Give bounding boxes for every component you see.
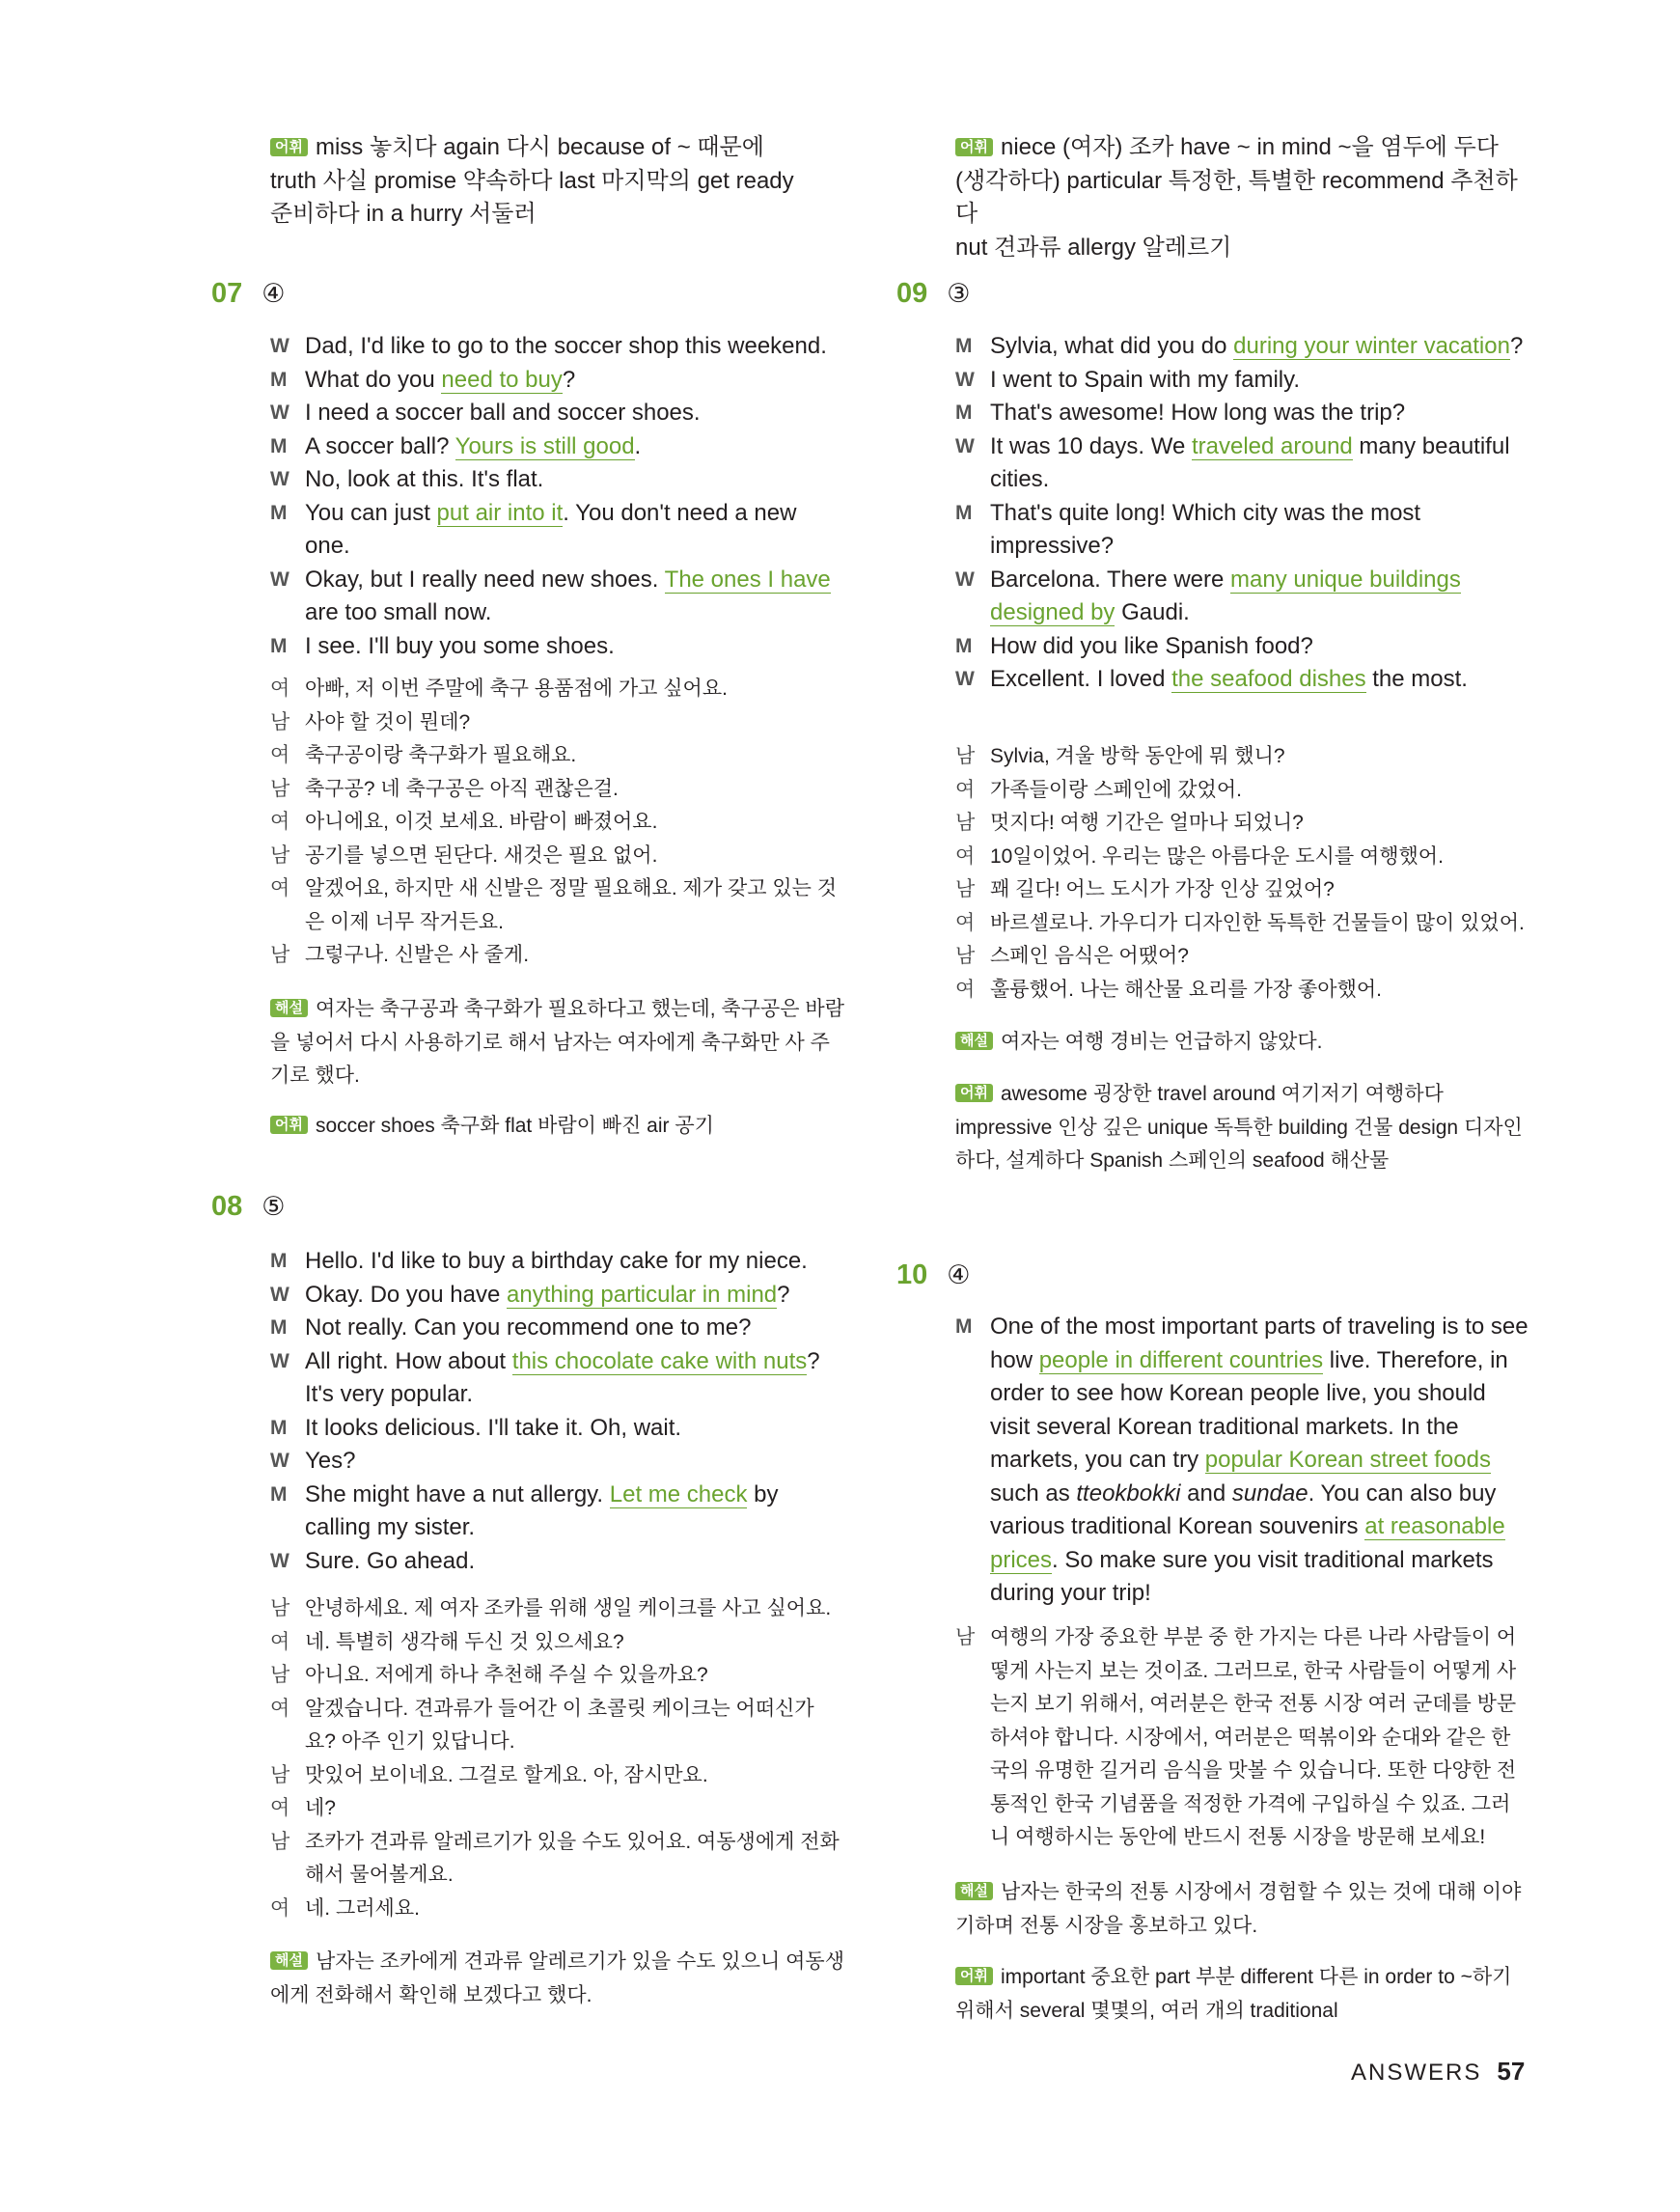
answer-blank: Let me check — [609, 1480, 748, 1507]
speaker-label: W — [270, 335, 289, 357]
answer-blank: this chocolate cake with nuts — [511, 1347, 808, 1374]
translation-line — [270, 773, 844, 807]
vocab-text: soccer shoes 축구화 flat 바람이 빠진 air 공기 — [315, 1115, 714, 1137]
dialogue-text: Okay. Do you have — [305, 1281, 507, 1308]
translation-line — [955, 907, 1529, 941]
speaker-label: M — [955, 501, 973, 524]
translation-text: 알겠습니다. 견과류가 들어간 이 초콜릿 케이크는 어떠신가요? 아주 인기 있답니다. — [305, 1697, 814, 1753]
dialogue-line — [955, 397, 1529, 430]
speaker-label: W — [955, 434, 975, 457]
dialogue-line — [270, 430, 844, 464]
speaker-label: 남 — [955, 812, 976, 834]
answer-mark: ③ — [947, 279, 971, 308]
translation-line — [270, 706, 844, 740]
explanation-tag: 해설 — [270, 1951, 308, 1970]
dialogue-line — [955, 364, 1529, 398]
vocab-07 — [270, 1110, 844, 1144]
answer-blank: many unique buildings designed by — [990, 566, 1461, 625]
dialogue-text: Hello. I'd like to buy a birthday cake for my niece. — [305, 1248, 808, 1274]
translation-text: 꽤 길다! 어느 도시가 가장 인상 깊었어? — [990, 878, 1335, 900]
explanation-09 — [955, 1026, 1529, 1060]
question-heading-09 — [896, 278, 970, 310]
dialogue-text: Yes? — [305, 1448, 356, 1474]
translation-line — [955, 774, 1529, 808]
translation-text: 공기를 넣으면 된단다. 새것은 필요 없어. — [305, 843, 658, 867]
translation-line — [270, 1592, 844, 1626]
speaker-label: 남 — [955, 1626, 976, 1648]
vocab-line: nut 견과류 allergy 알레르기 — [955, 234, 1232, 261]
dialogue-08 — [270, 1245, 844, 1578]
question-heading-08 — [211, 1191, 285, 1223]
speaker-label: 남 — [270, 777, 290, 800]
dialogue-line — [270, 1279, 844, 1313]
translation-line — [270, 1626, 844, 1660]
speaker-label: 여 — [270, 877, 290, 899]
speaker-label: 여 — [270, 1896, 290, 1920]
dialogue-text: . You don't need a new one. — [305, 499, 797, 559]
speaker-label: W — [955, 567, 975, 591]
dialogue-line — [270, 330, 844, 364]
translation-text: 그렇구나. 신발은 사 줄게. — [305, 944, 530, 966]
translation-text: 아빠, 저 이번 주말에 축구 용품점에 가고 싶어요. — [305, 677, 728, 700]
footer-label: ANSWERS — [1351, 2060, 1482, 2086]
answer-blank: traveled around — [1191, 432, 1353, 459]
answer-blank: put air into it — [436, 499, 564, 526]
dialogue-text: ? — [777, 1281, 790, 1308]
dialogue-line — [270, 463, 844, 497]
explanation-08 — [270, 1946, 844, 2012]
translation-line — [270, 840, 844, 873]
speaker-label: W — [270, 1450, 289, 1472]
dialogue-text: One of the most important parts of traveling is to see how — [990, 1313, 1529, 1373]
speaker-label: 여 — [955, 911, 976, 934]
translation-text: 맛있어 보이네요. 그걸로 할게요. 아, 잠시만요. — [305, 1763, 708, 1786]
translation-text: 알겠어요, 하지만 새 신발은 정말 필요해요. 제가 갖고 있는 것은 이제 너무 작거든요. — [305, 877, 838, 933]
dialogue-text: . — [634, 432, 642, 459]
italic-term: tteokbokki — [1076, 1479, 1181, 1507]
answer-blank: Yours is still good — [454, 432, 635, 459]
dialogue-text: Barcelona. There were — [990, 566, 1231, 593]
dialogue-line — [955, 330, 1529, 364]
vocab-block-top-right — [955, 131, 1525, 264]
page-footer — [1351, 2057, 1525, 2087]
speaker-label: 여 — [270, 1797, 290, 1819]
speaker-label: 여 — [955, 978, 976, 1001]
dialogue-line — [270, 1479, 844, 1545]
answer-blank: popular Korean street foods — [1204, 1447, 1491, 1473]
translation-text: 바르셀로나. 가우디가 디자인한 독특한 건물들이 많이 있었어. — [990, 911, 1525, 934]
speaker-label: W — [270, 567, 289, 591]
dialogue-line — [270, 1345, 844, 1412]
dialogue-line — [270, 397, 844, 430]
speaker-label: M — [270, 501, 288, 524]
speaker-label: M — [270, 1416, 288, 1439]
translation-text: 네? — [305, 1797, 336, 1819]
dialogue-text: All right. How about — [305, 1347, 512, 1374]
question-number: 07 — [211, 278, 243, 309]
question-heading-10 — [896, 1259, 970, 1291]
translation-text: 네. 그러세요. — [305, 1896, 420, 1920]
speaker-label: M — [955, 401, 973, 424]
dialogue-text: It looks delicious. I'll take it. Oh, wait. — [305, 1414, 682, 1441]
translation-text: 축구공이랑 축구화가 필요해요. — [305, 744, 577, 766]
vocab-tag: 어휘 — [955, 1967, 993, 1985]
speaker-label: W — [270, 401, 289, 424]
speaker-label: 남 — [955, 745, 976, 767]
dialogue-text: I went to Spain with my family. — [990, 366, 1300, 393]
speaker-label: 남 — [270, 944, 290, 966]
speaker-label: W — [955, 668, 975, 690]
question-number: 09 — [896, 278, 928, 309]
speaker-label: W — [270, 468, 289, 490]
dialogue-text: Excellent. I loved — [990, 666, 1172, 692]
dialogue-text: . You can also buy various traditional Korean souvenirs — [990, 1479, 1497, 1539]
speaker-label: M — [955, 335, 973, 357]
speaker-label: 여 — [955, 844, 976, 868]
dialogue-text: No, look at this. It's flat. — [305, 466, 544, 492]
translation-text: 사야 할 것이 뭔데? — [305, 710, 471, 733]
dialogue-line — [270, 364, 844, 398]
speaker-label: 여 — [270, 677, 290, 700]
dialogue-text: How did you like Spanish food? — [990, 632, 1313, 659]
explanation-text: 남자는 한국의 전통 시장에서 경험할 수 있는 것에 대해 이야기하며 전통 시장을 홍보하고 있다. — [955, 1881, 1522, 1937]
explanation-text: 남자는 조카에게 견과류 알레르기가 있을 수도 있으니 여동생에게 전화해서 확인해 보겠다고 했다. — [270, 1950, 844, 2006]
translation-text: 축구공? 네 축구공은 아직 괜찮은걸. — [305, 777, 619, 800]
translation-text: 스페인 음식은 어땠어? — [990, 945, 1189, 967]
speaker-label: M — [955, 1315, 973, 1338]
translation-line — [270, 806, 844, 840]
translation-text: 가족들이랑 스페인에 갔었어. — [990, 778, 1242, 801]
translation-08 — [270, 1592, 844, 1925]
speaker-label: 여 — [955, 778, 976, 801]
vocab-line: miss 놓치다 again 다시 because of ~ 때문에 — [315, 134, 764, 160]
dialogue-10 — [955, 1311, 1529, 1611]
dialogue-text: ? — [1509, 333, 1524, 359]
italic-term: sundae — [1231, 1479, 1308, 1507]
speaker-label: 남 — [270, 1597, 290, 1619]
answer-mark: ⑤ — [262, 1192, 286, 1221]
translation-line — [955, 1621, 1529, 1855]
dialogue-text: Gaudi. — [1115, 599, 1190, 625]
speaker-label: W — [270, 1349, 289, 1372]
dialogue-line — [270, 630, 844, 664]
translation-line — [270, 1826, 844, 1893]
dialogue-text: . So make sure you visit traditional markets during your trip! — [990, 1546, 1494, 1606]
explanation-10 — [955, 1876, 1529, 1943]
dialogue-text: such as — [990, 1479, 1077, 1507]
dialogue-line — [270, 1412, 844, 1446]
dialogue-line — [955, 497, 1529, 564]
speaker-label: 남 — [270, 1664, 290, 1686]
explanation-tag: 해설 — [270, 999, 308, 1017]
answer-blank: anything particular in mind — [507, 1281, 778, 1308]
answer-mark: ④ — [947, 1260, 971, 1289]
translation-line — [270, 1759, 844, 1793]
speaker-label: 남 — [270, 710, 290, 733]
speaker-label: 남 — [955, 878, 976, 900]
dialogue-text: A soccer ball? — [305, 432, 455, 459]
translation-line — [270, 1659, 844, 1693]
speaker-label: M — [270, 1250, 288, 1272]
speaker-label: 여 — [270, 1697, 290, 1720]
answer-blank: the seafood dishes — [1171, 666, 1366, 692]
answer-mark: ④ — [262, 279, 286, 308]
answer-blank: The ones I have — [664, 566, 831, 593]
vocab-text: important 중요한 part 부분 different 다른 in order to ~하기 위해서 several 몇몇의, 여러 개의 traditional — [955, 1966, 1512, 2022]
translation-09 — [955, 740, 1529, 1007]
answer-blank: need to buy — [441, 366, 563, 393]
vocab-tag: 어휘 — [955, 1084, 993, 1102]
dialogue-text: That's awesome! How long was the trip? — [990, 400, 1406, 426]
vocab-tag: 어휘 — [955, 138, 993, 156]
dialogue-line — [955, 1311, 1529, 1611]
dialogue-line — [270, 1445, 844, 1479]
speaker-label: W — [955, 368, 975, 391]
dialogue-text: the most. — [1365, 666, 1468, 692]
dialogue-09 — [955, 330, 1529, 697]
dialogue-line — [270, 1545, 844, 1579]
dialogue-line — [955, 564, 1529, 630]
translation-10 — [955, 1621, 1529, 1855]
translation-text: 네. 특별히 생각해 두신 것 있으세요? — [305, 1630, 624, 1653]
explanation-text: 여자는 여행 경비는 언급하지 않았다. — [1000, 1031, 1323, 1053]
speaker-label: 남 — [955, 945, 976, 967]
speaker-label: 여 — [270, 811, 290, 833]
translation-text: 아니에요, 이것 보세요. 바람이 빠졌어요. — [305, 811, 658, 833]
speaker-label: W — [270, 1549, 289, 1572]
answer-blank: people in different countries — [1038, 1346, 1324, 1373]
dialogue-text: That's quite long! Which city was the most impressive? — [990, 499, 1421, 559]
dialogue-text: and — [1180, 1479, 1232, 1507]
translation-line — [955, 873, 1529, 907]
translation-line — [270, 1893, 844, 1926]
dialogue-line — [270, 497, 844, 564]
dialogue-text: You can just — [305, 499, 437, 526]
question-number: 08 — [211, 1191, 243, 1222]
speaker-label: 여 — [270, 1630, 290, 1653]
translation-text: 안녕하세요. 제 여자 조카를 위해 생일 케이크를 사고 싶어요. — [305, 1597, 832, 1619]
translation-text: 멋지다! 여행 기간은 얼마나 되었니? — [990, 812, 1304, 834]
dialogue-line — [270, 1312, 844, 1345]
dialogue-text: It was 10 days. We — [990, 432, 1192, 459]
speaker-label: M — [270, 1482, 288, 1506]
translation-line — [955, 841, 1529, 874]
vocab-tag: 어휘 — [270, 138, 308, 156]
dialogue-text: live. Therefore, in order to see how Korean people live, you should visit several Korean traditional markets. In the markets, you can try — [990, 1346, 1508, 1473]
translation-line — [270, 1693, 844, 1759]
vocab-line: 준비하다 in a hurry 서둘러 — [270, 201, 537, 227]
dialogue-text: I see. I'll buy you some shoes. — [305, 632, 615, 659]
translation-text: 훌륭했어. 나는 해산물 요리를 가장 좋아했어. — [990, 978, 1382, 1001]
answer-blank: at reasonable prices — [990, 1513, 1505, 1573]
translation-line — [270, 739, 844, 773]
translation-text: Sylvia, 겨울 방학 동안에 뭐 했니? — [990, 745, 1285, 767]
speaker-label: M — [270, 368, 288, 391]
translation-line — [270, 673, 844, 706]
question-heading-07 — [211, 278, 285, 310]
dialogue-text: ? It's very popular. — [305, 1347, 820, 1407]
explanation-tag: 해설 — [955, 1032, 993, 1050]
translation-line — [270, 939, 844, 973]
vocab-line: (생각하다) particular 특정한, 특별한 recommend 추천하다 — [955, 167, 1518, 227]
translation-line — [955, 740, 1529, 774]
dialogue-text: What do you — [305, 366, 442, 393]
question-number: 10 — [896, 1259, 928, 1290]
translation-line — [955, 807, 1529, 841]
explanation-07 — [270, 993, 844, 1093]
translation-line — [270, 1792, 844, 1826]
dialogue-text: are too small now. — [305, 599, 492, 625]
dialogue-text: Sylvia, what did you do — [990, 333, 1234, 359]
vocab-text: awesome 굉장한 travel around 여기저기 여행하다 impressive 인상 깊은 unique 독특한 building 건물 design 디자인하다, 설계하다 Spanish 스페인의 seafood 해산물 — [955, 1083, 1523, 1172]
translation-text: 여행의 가장 중요한 부분 중 한 가지는 다른 나라 사람들이 어떻게 사는지 보는 것이죠. 그러므로, 한국 사람들이 어떻게 사는지 보기 위해서, 여러분은 한국 전통 시장 여러 군데를 방문하셔야 합니다. 시장에서, 여러분은 떡볶이와 순대와 같은 한국의 유명한 길거리 음식을 맛볼 수 있습니다. 또한 다양한 전통적인 한국 기념품을 적정한 가격에 구입하실 수 있죠. 그러니 여행하시는 동안에 반드시 전통 시장을 방문해 보세요! — [990, 1626, 1517, 1848]
dialogue-text: Dad, I'd like to go to the soccer shop this weekend. — [305, 333, 827, 359]
dialogue-text: Okay, but I really need new shoes. — [305, 566, 665, 593]
speaker-label: M — [270, 634, 288, 657]
dialogue-line — [270, 1245, 844, 1279]
speaker-label: 남 — [270, 1830, 290, 1853]
dialogue-line — [955, 663, 1529, 697]
speaker-label: M — [955, 634, 973, 657]
vocab-line: truth 사실 promise 약속하다 last 마지막의 get ready — [270, 167, 794, 194]
translation-line — [270, 872, 844, 939]
dialogue-text: by calling my sister. — [305, 1480, 779, 1540]
dialogue-line — [270, 564, 844, 630]
translation-line — [955, 974, 1529, 1008]
speaker-label: 여 — [270, 744, 290, 766]
speaker-label: M — [270, 1316, 288, 1339]
speaker-label: 남 — [270, 843, 290, 867]
dialogue-text: I need a soccer ball and soccer shoes. — [305, 400, 701, 426]
dialogue-text: many beautiful cities. — [990, 432, 1510, 492]
dialogue-line — [955, 430, 1529, 497]
explanation-text: 여자는 축구공과 축구화가 필요하다고 했는데, 축구공은 바람을 넣어서 다시 사용하기로 해서 남자는 여자에게 축구화만 사 주기로 했다. — [270, 998, 844, 1087]
dialogue-text: Not really. Can you recommend one to me? — [305, 1314, 752, 1341]
dialogue-text: She might have a nut allergy. — [305, 1480, 610, 1507]
answer-blank: during your winter vacation — [1233, 333, 1510, 359]
page-number: 57 — [1497, 2057, 1526, 2086]
explanation-tag: 해설 — [955, 1882, 993, 1900]
vocab-block-top-left — [270, 131, 840, 232]
vocab-line: niece (여자) 조카 have ~ in mind ~을 염두에 두다 — [1000, 134, 1499, 160]
translation-text: 아니요. 저에게 하나 추천해 주실 수 있을까요? — [305, 1664, 708, 1686]
speaker-label: 남 — [270, 1763, 290, 1786]
vocab-10 — [955, 1961, 1529, 2028]
dialogue-07 — [270, 330, 844, 663]
speaker-label: M — [270, 434, 288, 457]
translation-text: 10일이었어. 우리는 많은 아름다운 도시를 여행했어. — [990, 844, 1444, 868]
dialogue-text: ? — [562, 366, 576, 393]
dialogue-text: Sure. Go ahead. — [305, 1547, 476, 1574]
translation-07 — [270, 673, 844, 973]
speaker-label: W — [270, 1283, 289, 1306]
translation-text: 조카가 견과류 알레르기가 있을 수도 있어요. 여동생에게 전화해서 물어볼게요. — [305, 1830, 840, 1886]
dialogue-line — [955, 630, 1529, 664]
vocab-09 — [955, 1078, 1529, 1178]
translation-line — [955, 940, 1529, 974]
vocab-tag: 어휘 — [270, 1116, 308, 1134]
